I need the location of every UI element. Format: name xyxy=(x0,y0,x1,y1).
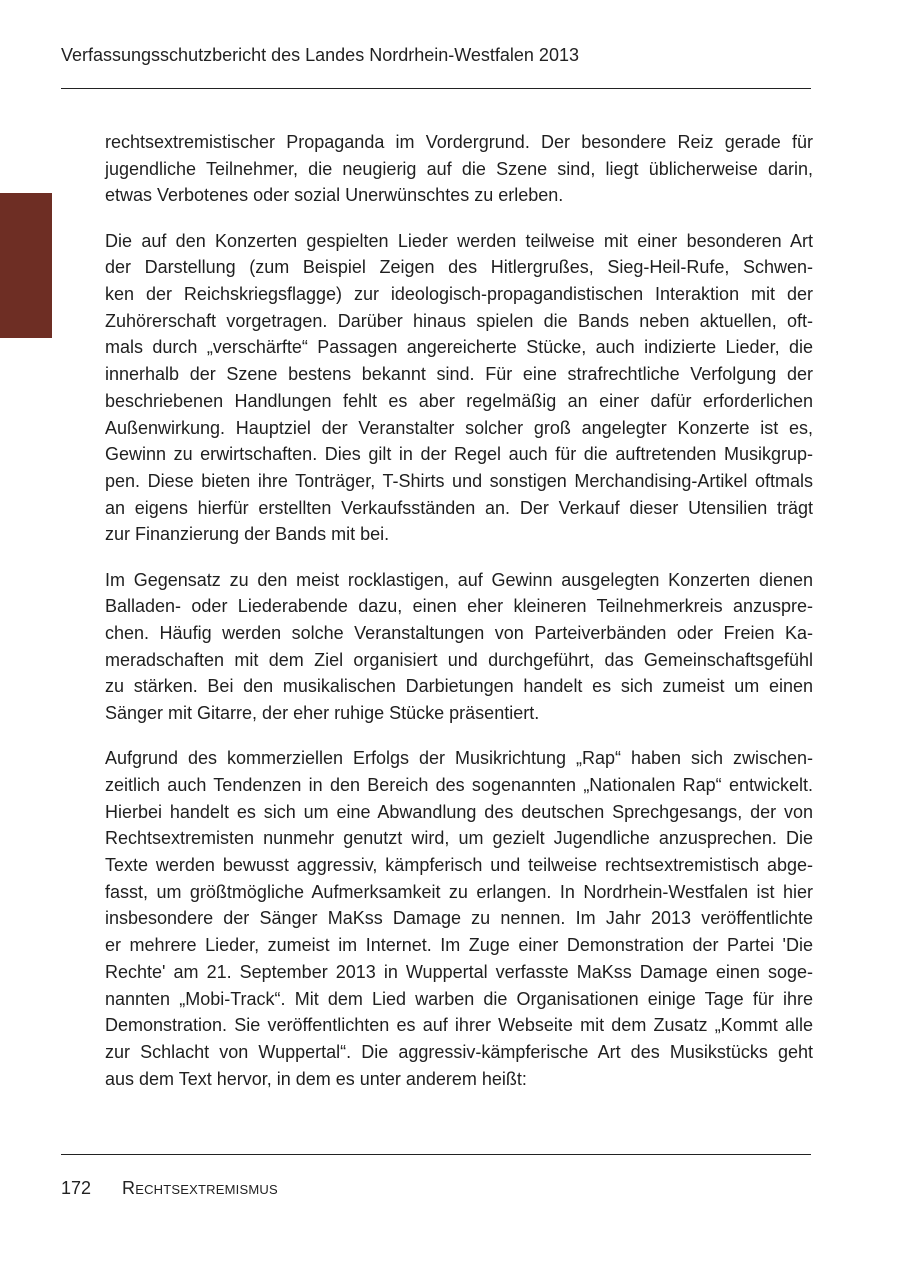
text-line: Aufgrund des kommerziellen Erfolgs der Musikrichtung „Rap“ haben sich zwischen- xyxy=(105,748,813,769)
text-line: aus dem Text hervor, in dem es unter anderem heißt: xyxy=(105,1068,527,1089)
text-line: an eigens hierfür erstellten Verkaufsständen an. Der Verkauf dieser Utensilien trägt xyxy=(105,497,813,518)
paragraph xyxy=(105,129,813,209)
text-line: meradschaften mit dem Ziel organisiert und durchgeführt, das Gemeinschaftsgefühl xyxy=(105,649,813,670)
paragraph xyxy=(105,228,813,548)
text-line: zur Finanzierung der Bands mit bei. xyxy=(105,524,390,545)
text-line: fasst, um größtmögliche Aufmerksamkeit zu erlangen. In Nordrhein-Westfalen ist hier xyxy=(105,881,813,902)
text-line: Zuhörerschaft vorgetragen. Darüber hinaus spielen die Bands neben aktuellen, oft- xyxy=(105,310,813,331)
text-line: Balladen- oder Liederabende dazu, einen eher kleineren Teilnehmerkreis anzuspre- xyxy=(105,596,813,617)
text-line: Rechtsextremisten nunmehr genutzt wird, um gezielt Jugendliche anzusprechen. Die xyxy=(105,828,813,849)
body-text xyxy=(105,129,813,1111)
text-line: zeitlich auch Tendenzen in den Bereich des sogenannten „Nationalen Rap“ entwickelt. xyxy=(105,774,813,795)
text-line: rechtsextremistischer Propaganda im Vordergrund. Der besondere Reiz gerade für xyxy=(105,132,813,152)
text-line: Hierbei handelt es sich um eine Abwandlung des deutschen Sprechgesangs, der von xyxy=(105,801,813,822)
text-line: jugendliche Teilnehmer, die neugierig auf die Szene sind, liegt üblicherweise darin, xyxy=(105,158,813,179)
chapter-side-tab xyxy=(0,193,52,338)
text-line: Außenwirkung. Hauptziel der Veranstalter solcher groß angelegter Konzerte ist es, xyxy=(105,417,813,438)
text-line: pen. Diese bieten ihre Tonträger, T-Shirts und sonstigen Merchandising-Artikel oftmals xyxy=(105,470,813,491)
text-line: Sänger mit Gitarre, der eher ruhige Stücke präsentiert. xyxy=(105,703,540,724)
text-line: beschriebenen Handlungen fehlt es aber regelmäßig an einer dafür erforderlichen xyxy=(105,390,813,411)
text-line: innerhalb der Szene bestens bekannt sind. Für eine strafrechtliche Verfolgung der xyxy=(105,364,813,385)
text-line: chen. Häufig werden solche Veranstaltungen von Parteiverbänden oder Freien Ka- xyxy=(105,622,813,643)
text-line: er mehrere Lieder, zumeist im Internet. Im Zuge einer Demonstration der Partei 'Die xyxy=(105,935,813,956)
header-rule xyxy=(61,88,811,89)
page-footer xyxy=(61,1178,278,1199)
text-line: Texte werden bewusst aggressiv, kämpferisch und teilweise rechtsextremistisch abge- xyxy=(105,855,813,876)
footer-rule xyxy=(61,1154,811,1155)
text-line: Die auf den Konzerten gespielten Lieder werden teilweise mit einer besonderen Art xyxy=(105,230,813,251)
text-line: Gewinn zu erwirtschaften. Dies gilt in der Regel auch für die auftretenden Musikgrup- xyxy=(105,444,813,465)
text-line: zur Schlacht von Wuppertal“. Die aggressiv-kämpferische Art des Musikstücks geht xyxy=(105,1042,813,1062)
page-number: 172 xyxy=(61,1178,92,1198)
text-line: Demonstration. Sie veröffentlichten es auf ihrer Webseite mit dem Zusatz „Kommt alle xyxy=(105,1015,813,1036)
text-line: Rechte' am 21. September 2013 in Wuppertal verfasste MaKss Damage einen soge- xyxy=(105,961,813,982)
text-line: nannten „Mobi-Track“. Mit dem Lied warben die Organisationen einige Tage für ihre xyxy=(105,988,813,1009)
paragraph xyxy=(105,567,813,727)
text-line: zu stärken. Bei den musikalischen Darbietungen handelt es sich zumeist um einen xyxy=(105,676,813,697)
text-line: der Darstellung (zum Beispiel Zeigen des Hitlergrußes, Sieg-Heil-Rufe, Schwen- xyxy=(105,257,813,278)
footer-section-name: Rechtsextremismus xyxy=(122,1178,278,1198)
text-line: insbesondere der Sänger MaKss Damage zu nennen. Im Jahr 2013 veröffentlichte xyxy=(105,908,813,929)
text-line: mals durch „verschärfte“ Passagen angereicherte Stücke, auch indizierte Lieder, die xyxy=(105,337,813,358)
text-line: Im Gegensatz zu den meist rocklastigen, auf Gewinn ausgelegten Konzerten dienen xyxy=(105,569,813,590)
text-line: ken der Reichskriegsflagge) zur ideologisch-propagandistischen Interaktion mit der xyxy=(105,284,813,305)
text-line: etwas Verbotenes oder sozial Unerwünschtes zu erleben. xyxy=(105,185,564,206)
paragraph xyxy=(105,745,813,1092)
running-header: Verfassungsschutzbericht des Landes Nordrhein-Westfalen 2013 xyxy=(61,45,579,65)
